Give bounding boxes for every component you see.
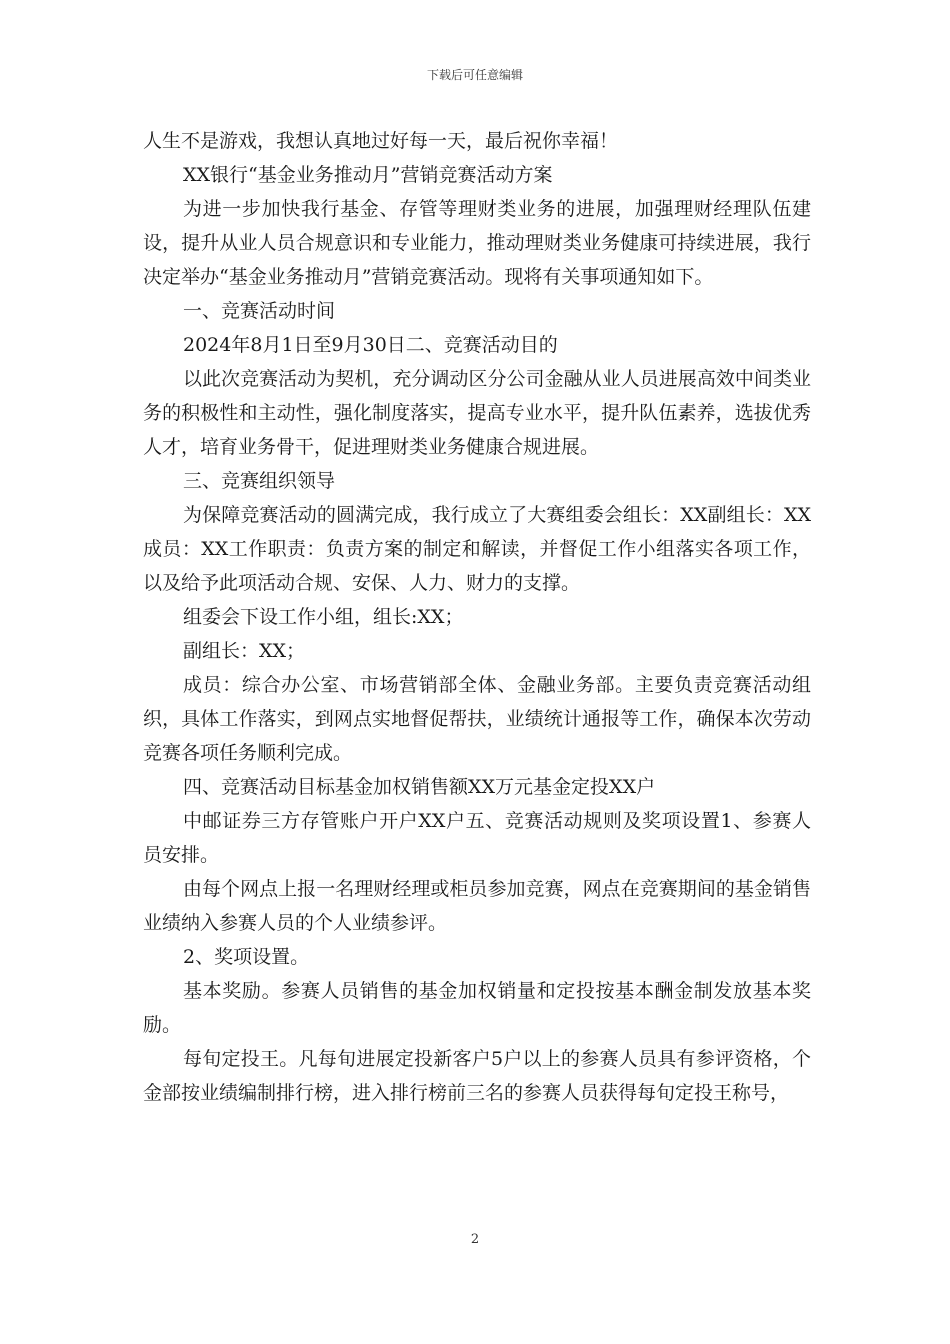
subsection-heading: 2、奖项设置。 — [183, 946, 310, 968]
page-number: 2 — [470, 1232, 480, 1247]
paragraph: 为进一步加快我行基金、存管等理财类业务的进展，加强理财经理队伍建设，提升从业人员合规意识和专业能力，推动理财类业务健康可持续进展，我行决定举办“基金业务推动月”营销竞赛活动。现将有关事项通知如下。 — [143, 198, 811, 288]
paragraph: 人生不是游戏，我想认真地过好每一天，最后祝你幸福！ — [143, 130, 619, 152]
document-title: XX银行“基金业务推动月”营销竞赛活动方案 — [183, 164, 553, 186]
paragraph: 副组长：XX； — [183, 640, 306, 662]
section-heading: 三、竞赛组织领导 — [183, 470, 336, 492]
paragraph: 以此次竞赛活动为契机，充分调动区分公司金融从业人员进展高效中间类业务的积极性和主动性，强化制度落实，提高专业水平，提升队伍素养，选拔优秀人才，培育业务骨干，促进理财类业务健康合规进展。 — [143, 368, 811, 458]
paragraph: 每旬定投王。凡每旬进展定投新客户5户以上的参赛人员具有参评资格，个金部按业绩编制排行榜，进入排行榜前三名的参赛人员获得每旬定投王称号， — [143, 1048, 811, 1104]
document-body — [143, 124, 811, 1110]
paragraph: 2024年8月1日至9月30日二、竞赛活动目的 — [183, 334, 558, 356]
paragraph: 基本奖励。参赛人员销售的基金加权销量和定投按基本酬金制发放基本奖励。 — [143, 980, 811, 1036]
paragraph: 组委会下设工作小组，组长:XX； — [183, 606, 464, 628]
paragraph: 中邮证券三方存管账户开户XX户五、竞赛活动规则及奖项设置1、参赛人员安排。 — [143, 810, 811, 866]
page-header: 下载后可任意编辑 — [426, 68, 523, 82]
section-heading: 四、竞赛活动目标基金加权销售额XX万元基金定投XX户 — [183, 776, 656, 798]
section-heading: 一、竞赛活动时间 — [183, 300, 336, 322]
paragraph: 成员：综合办公室、市场营销部全体、金融业务部。主要负责竞赛活动组织，具体工作落实，到网点实地督促帮扶，业绩统计通报等工作，确保本次劳动竞赛各项任务顺利完成。 — [143, 674, 811, 764]
paragraph: 由每个网点上报一名理财经理或柜员参加竞赛，网点在竞赛期间的基金销售业绩纳入参赛人员的个人业绩参评。 — [143, 878, 811, 934]
paragraph: 为保障竞赛活动的圆满完成，我行成立了大赛组委会组长：XX副组长：XX成员：XX工作职责：负责方案的制定和解读，并督促工作小组落实各项工作，以及给予此项活动合规、安保、人力、财力的支撑。 — [143, 504, 811, 594]
